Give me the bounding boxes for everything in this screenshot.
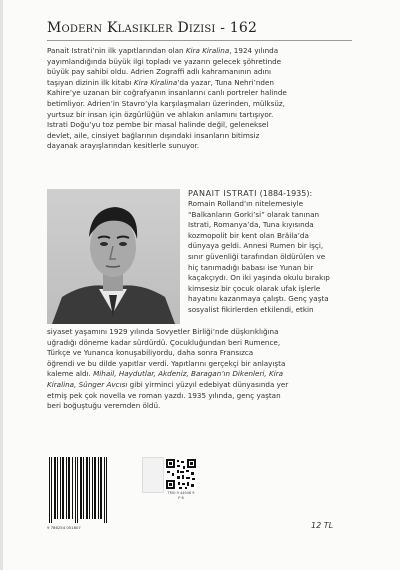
blurb-line: Panait Istrati’nin ilk yapıtlarından olan Kira Kiralina, 1924 yılında — [47, 46, 279, 55]
bio-line: sosyalist fikirlerden etkilendi, etkin — [188, 304, 314, 314]
blurb-line: dayanak arayışlarından kesitlerle sunuyor. — [47, 141, 200, 151]
bio-line: “Balkanların Gorki’si” olarak tanınan — [188, 209, 320, 219]
hologram-sticker — [142, 457, 164, 493]
bio-line: hiç tanımadığı babası ise Yunan bir — [188, 262, 314, 272]
author-portrait — [47, 189, 180, 324]
bio-line: etmiş pek çok novella ve roman yazdı. 1935 yılında, genç yaştan — [47, 390, 281, 400]
bio-line: hayatını kazanmaya çalıştı. Genç yaşta — [188, 294, 329, 304]
author-name: PANAIT ISTRATI — [188, 189, 258, 198]
blurb-line: yayımlandığında büyük ilgi topladı ve yazarın gelecek şöhretinde — [47, 56, 282, 66]
blurb-line: Istrati Doğu’yu toz pembe bir masal halinde değil, geleneksel — [47, 120, 269, 130]
bio-line: Romain Rolland’ın nitelemesiyle — [188, 199, 304, 208]
blurb-line: betimliyor. Adrien’in Stavro’yla karşılaşmaları üzerinden, mülksüz, — [47, 98, 285, 108]
barcode-icon — [47, 455, 109, 525]
bio-line: uğradığı döneme kadar sürdürdü. Çocukluğundan beri Rumence, — [47, 337, 281, 347]
bio-line: siyaset yaşamını 1929 yılında Sovyetler Birliği’nde düşkırıklığına — [47, 327, 279, 336]
cover-edge — [0, 0, 3, 570]
bio-line: öğrendi ve bu dilde yapıtlar verdi. Yapıtlarını gerçekçi bir anlayışta — [47, 358, 286, 368]
barcode-area — [47, 440, 207, 540]
series-title: Modern Klasikler Dizisi - 162 — [47, 20, 258, 36]
bio-line: kaçakçıydı. On iki yaşında okulu bırakıp — [188, 273, 330, 283]
bio-line: kozmopolit bir kent olan Brăila’da — [188, 230, 309, 240]
bio-line: kaleme aldı. Mihail, Haydutlar, Akdeniz, Baragan’ın Dikenleri, Kira — [47, 369, 284, 379]
bio-line: beri boğuştuğu veremden öldü. — [47, 401, 161, 411]
bio-line: kimsesiz bir çocuk olarak ufak işlerle — [188, 283, 321, 293]
author-years: (1884-1935): — [257, 189, 313, 198]
price-label: 12 TL — [311, 521, 334, 530]
bio-line: dünyaya geldi. Annesi Rumen bir işçi, — [188, 241, 324, 251]
bio-line: Istrati, Romanya’da, Tuna kıyısında — [188, 220, 314, 230]
author-heading — [188, 188, 388, 199]
blurb-line: yurtsuz bir insan için özgürlüğün ve ahlakın anlamını tartışıyor. — [47, 109, 274, 119]
bio-line: sınır güvenliği tarafından öldürülen ve — [188, 251, 326, 261]
author-portrait-image — [47, 189, 180, 324]
blurb-line: taşıyan dizinin ilk kitabı Kira Kiralina’da yazar, Tuna Nehri’nden — [47, 77, 274, 87]
bio-side-column — [188, 199, 368, 316]
blurb-paragraph — [47, 46, 359, 152]
title-rule — [47, 40, 352, 41]
blurb-line: büyük pay sahibi oldu. Adrien Zograffi adlı kahramanının adını — [47, 67, 272, 77]
blurb-line: devlet, aile, cinsiyet bağlarının dışındaki insanların bitimsiz — [47, 130, 260, 140]
isbn-number: 9 786254 051807 — [47, 525, 81, 530]
blurb-line: Kahire’ye uzanan bir coğrafyanın insanlarını canlı portreler halinde — [47, 88, 287, 98]
qr-code-icon — [165, 458, 197, 490]
qr-label: TMO 9 44946 9 P 8 — [167, 491, 195, 500]
bio-full-width — [47, 327, 359, 412]
bio-line: Türkçe ve Yunanca konuşabiliyordu, daha sonra Fransızca — [47, 348, 254, 358]
bio-line: Kiralina, Sünger Avcısı gibi yirminci yüzyıl edebiyat dünyasında yer — [47, 379, 289, 389]
